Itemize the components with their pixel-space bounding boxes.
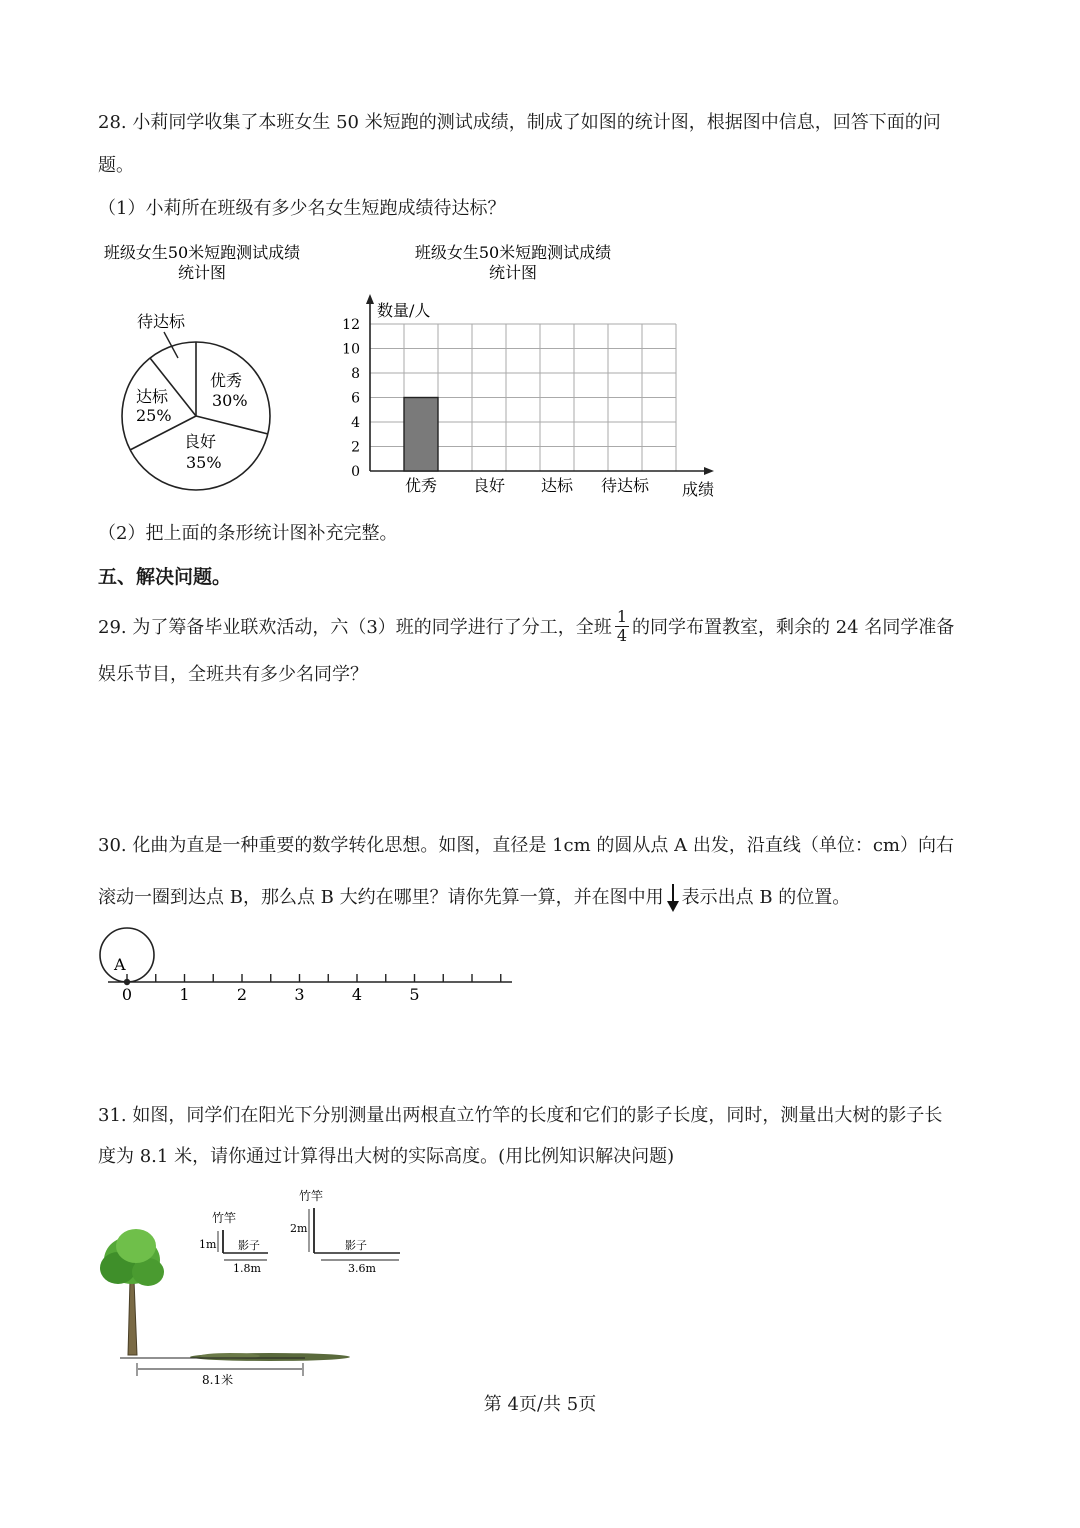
q28-sub1: （1）小莉所在班级有多少名女生短跑成绩待达标？	[98, 198, 506, 219]
pole2-label: 竹竿	[299, 1189, 324, 1203]
tree-icon	[100, 1229, 164, 1355]
x-axis-arrow	[704, 467, 714, 475]
q29-line2: 娱乐节目，全班共有多少名同学？	[98, 664, 368, 685]
q28-line2: 题。	[98, 155, 134, 176]
pole1-shadow-length: 1.8m	[233, 1262, 261, 1275]
point-a-label: A	[114, 955, 126, 974]
q30-line2-end: 表示出点 B 的位置。	[681, 887, 851, 908]
q30-line2	[98, 883, 850, 913]
pole2-shadow-length: 3.6m	[348, 1262, 376, 1275]
number-line-label: 3	[294, 985, 305, 1004]
q28-line1: 28. 小莉同学收集了本班女生 50 米短跑的测试成绩，制成了如图的统计图，根据图中信息，回答下面的问	[98, 112, 941, 133]
y-tick-label: 12	[342, 317, 360, 333]
q31-line1: 31. 如图，同学们在阳光下分别测量出两根直立竹竿的长度和它们的影子长度，同时，测量出大树的影子长	[98, 1105, 943, 1126]
y-tick-label: 8	[351, 366, 360, 382]
pie-chart	[90, 236, 330, 498]
pie-title-line1: 班级女生50米短跑测试成绩	[103, 243, 301, 262]
pole1-shadow-label: 影子	[238, 1239, 260, 1252]
number-line-ticks	[127, 974, 501, 982]
y-tick-label: 10	[342, 341, 360, 358]
bar-title-line1: 班级女生50米短跑测试成绩	[414, 243, 612, 262]
x-tick-label: 良好	[472, 476, 506, 495]
number-line-label: 4	[351, 985, 363, 1004]
q28-sub2: （2）把上面的条形统计图补充完整。	[98, 523, 398, 544]
x-tick-label: 优秀	[404, 476, 438, 495]
number-line-labels	[122, 985, 420, 1004]
bar-marks	[404, 398, 438, 472]
y-tick-label: 0	[351, 464, 360, 480]
bar-labels	[342, 301, 714, 499]
q29-line1-start: 29. 为了筹备毕业联欢活动，六（3）班的同学进行了分工，全班	[98, 617, 612, 638]
pole1-label: 竹竿	[212, 1211, 237, 1225]
number-line-label: 2	[236, 985, 248, 1004]
pie-label-excellent-pct: 30%	[212, 391, 248, 410]
down-arrow-icon	[665, 883, 681, 913]
pole2-height: 2m	[290, 1222, 308, 1235]
q30-line1: 30. 化曲为直是一种重要的数学转化思想。如图，直径是 1cm 的圆从点 A 出发，沿直线（单位：cm）向右	[98, 835, 954, 856]
pie-label-good: 良好	[184, 432, 217, 451]
pie-label-good-pct: 35%	[186, 453, 222, 472]
rolling-circle	[100, 928, 154, 982]
pole2-shadow-label: 影子	[345, 1239, 367, 1252]
x-tick-label: 达标	[540, 476, 574, 495]
fraction-denominator: 4	[616, 625, 627, 645]
tree-shadow-length: 8.1米	[202, 1373, 234, 1387]
bar	[404, 398, 438, 472]
y-tick-label: 2	[351, 439, 360, 456]
y-tick-label: 6	[351, 390, 360, 407]
number-line-label: 0	[121, 985, 133, 1004]
pie-label-excellent: 优秀	[210, 371, 243, 390]
q31-line2: 度为 8.1 米，请你通过计算得出大树的实际高度。(用比例知识解决问题)	[98, 1146, 675, 1167]
y-axis-label: 数量/人	[377, 301, 431, 320]
q29-line1	[98, 608, 954, 648]
fraction-numerator: 1	[616, 606, 627, 626]
bar-chart	[330, 236, 720, 502]
x-tick-label: 待达标	[600, 476, 650, 495]
tree-shadow	[190, 1353, 350, 1361]
q29-fraction	[615, 608, 629, 645]
shadow-diagram	[90, 1180, 420, 1390]
y-tick-label: 4	[351, 415, 360, 431]
y-axis-arrow	[366, 294, 374, 304]
pie-title-line2: 统计图	[177, 263, 227, 282]
number-line-label: 1	[179, 985, 190, 1004]
q29-line1-end: 的同学布置教室，剩余的 24 名同学准备	[632, 617, 955, 638]
number-line-label: 5	[409, 985, 420, 1004]
pie-label-pass-pct: 25%	[136, 406, 172, 425]
number-line	[90, 925, 520, 1010]
pie-label-pass: 达标	[136, 387, 169, 406]
pole1-height: 1m	[199, 1238, 217, 1251]
x-axis-label: 成绩	[681, 480, 715, 499]
bar-title-line2: 统计图	[488, 263, 538, 282]
section-heading: 五、解决问题。	[98, 566, 232, 588]
q30-line2-start: 滚动一圈到达点 B，那么点 B 大约在哪里？请你先算一算，并在图中用	[98, 887, 664, 908]
pie-label-pending: 待达标	[137, 312, 186, 331]
page-footer: 第 4页/共 5页	[483, 1394, 597, 1415]
